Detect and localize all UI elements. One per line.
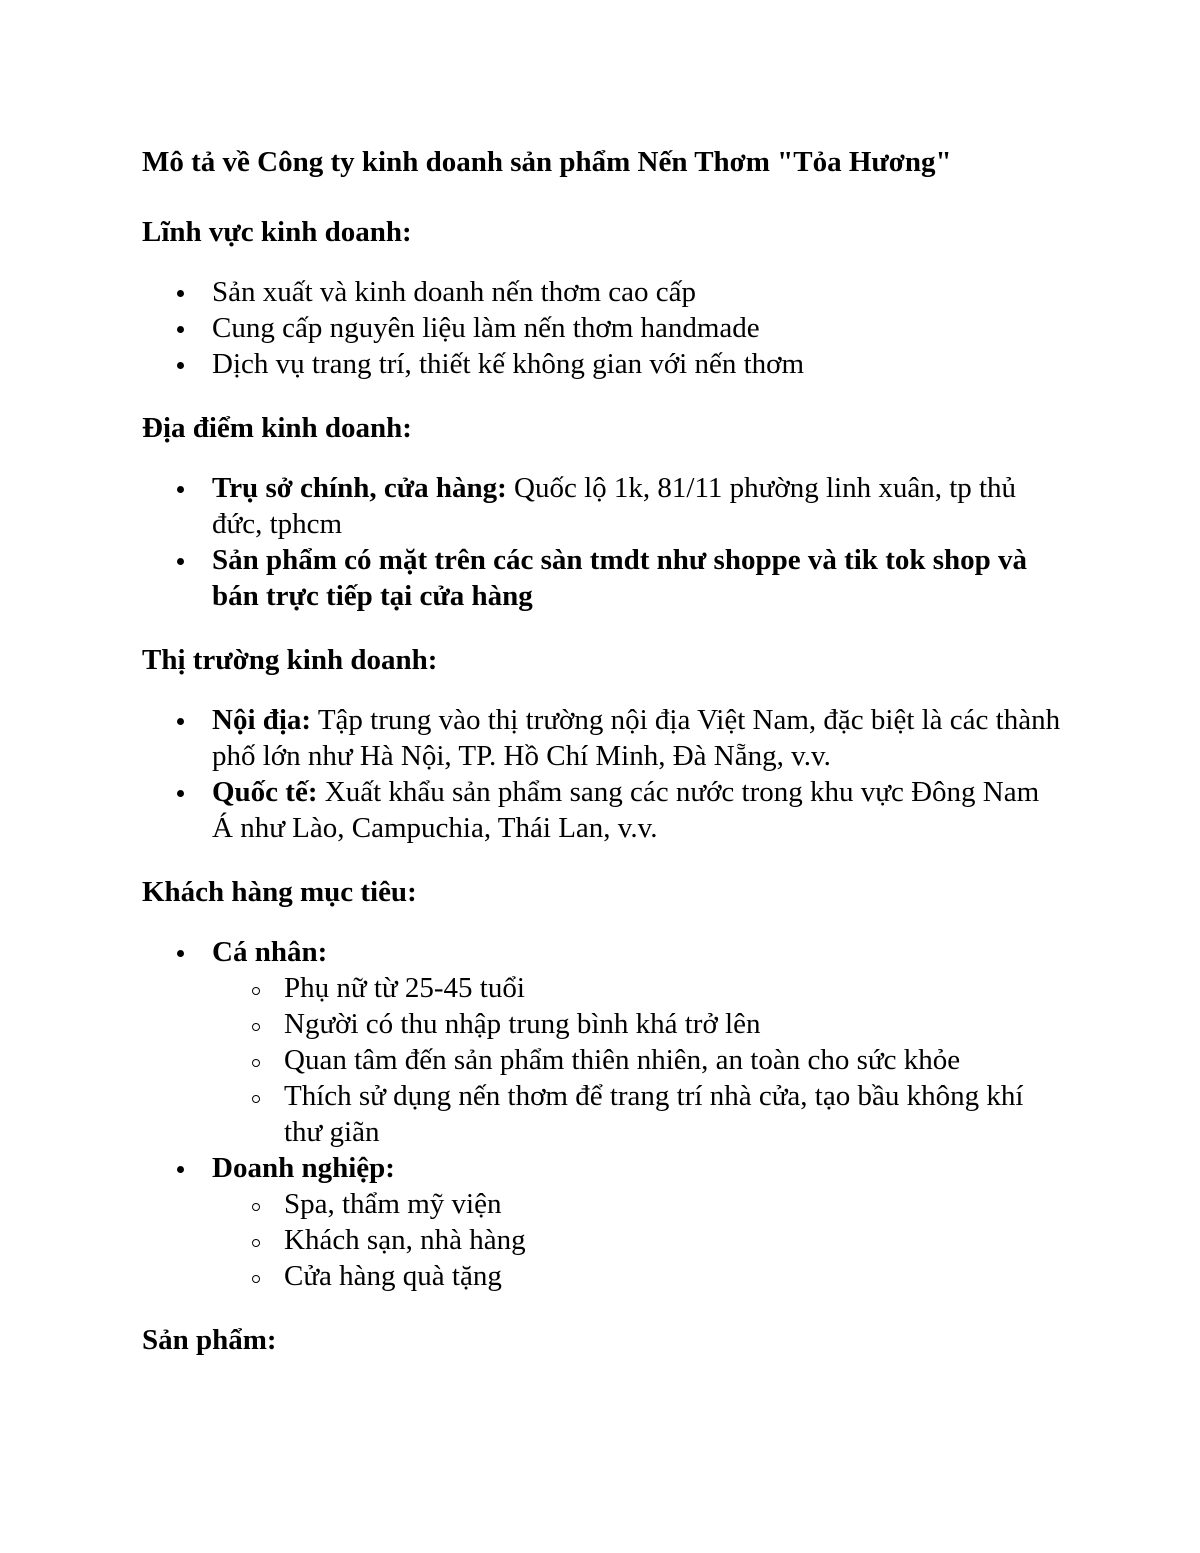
list-item-businesses (142, 1150, 1062, 1294)
list-item (142, 470, 1062, 542)
item-label: Quốc tế: (212, 776, 318, 808)
item-label: Trụ sở chính, cửa hàng: (212, 472, 507, 504)
document-page (142, 138, 1062, 1358)
sub-list (212, 970, 1062, 1150)
document-title: Mô tả về Công ty kinh doanh sản phẩm Nến Thơm "Tỏa Hương" (142, 146, 952, 178)
location-list (142, 470, 1062, 614)
item-label: Sản phẩm có mặt trên các sàn tmdt như shoppe và tik tok shop và bán trực tiếp tại cửa hàng (212, 544, 1028, 612)
sub-list-item: Người có thu nhập trung bình khá trở lên (212, 1006, 1062, 1042)
item-text: Quốc lộ 1k, 81/11 phường linh xuân, tp thủ đức, tphcm (212, 472, 1017, 540)
list-item: Sản xuất và kinh doanh nến thơm cao cấp (142, 274, 1062, 310)
item-label: Nội địa: (212, 704, 312, 736)
list-item: Dịch vụ trang trí, thiết kế không gian với nến thơm (142, 346, 1062, 382)
market-list (142, 702, 1062, 846)
sub-list-item: Quan tâm đến sản phẩm thiên nhiên, an toàn cho sức khỏe (212, 1042, 1062, 1078)
section-heading-products: Sản phẩm: (142, 1324, 277, 1356)
section-heading-business-field: Lĩnh vực kinh doanh: (142, 216, 412, 248)
item-text: Xuất khẩu sản phẩm sang các nước trong khu vực Đông Nam Á như Lào, Campuchia, Thái Lan, v.v. (212, 776, 1040, 844)
sub-list (212, 1186, 1062, 1294)
list-item-individuals (142, 934, 1062, 1150)
item-label: Cá nhân: (212, 936, 328, 968)
sub-list-item: Cửa hàng quà tặng (212, 1258, 1062, 1294)
section-heading-market: Thị trường kinh doanh: (142, 644, 438, 676)
target-customer-list (142, 934, 1062, 1294)
sub-list-item: Khách sạn, nhà hàng (212, 1222, 1062, 1258)
sub-list-item: Thích sử dụng nến thơm để trang trí nhà cửa, tạo bầu không khí thư giãn (212, 1078, 1062, 1150)
section-heading-location: Địa điểm kinh doanh: (142, 412, 412, 444)
business-field-list (142, 274, 1062, 382)
list-item (142, 542, 1062, 614)
item-text: Tập trung vào thị trường nội địa Việt Nam, đặc biệt là các thành phố lớn như Hà Nội, TP. Hồ Chí Minh, Đà Nẵng, v.v. (212, 704, 1061, 772)
list-item: Cung cấp nguyên liệu làm nến thơm handmade (142, 310, 1062, 346)
item-label: Doanh nghiệp: (212, 1152, 395, 1184)
section-heading-target-customers: Khách hàng mục tiêu: (142, 876, 417, 908)
sub-list-item: Phụ nữ từ 25-45 tuổi (212, 970, 1062, 1006)
list-item (142, 702, 1062, 774)
sub-list-item: Spa, thẩm mỹ viện (212, 1186, 1062, 1222)
list-item (142, 774, 1062, 846)
